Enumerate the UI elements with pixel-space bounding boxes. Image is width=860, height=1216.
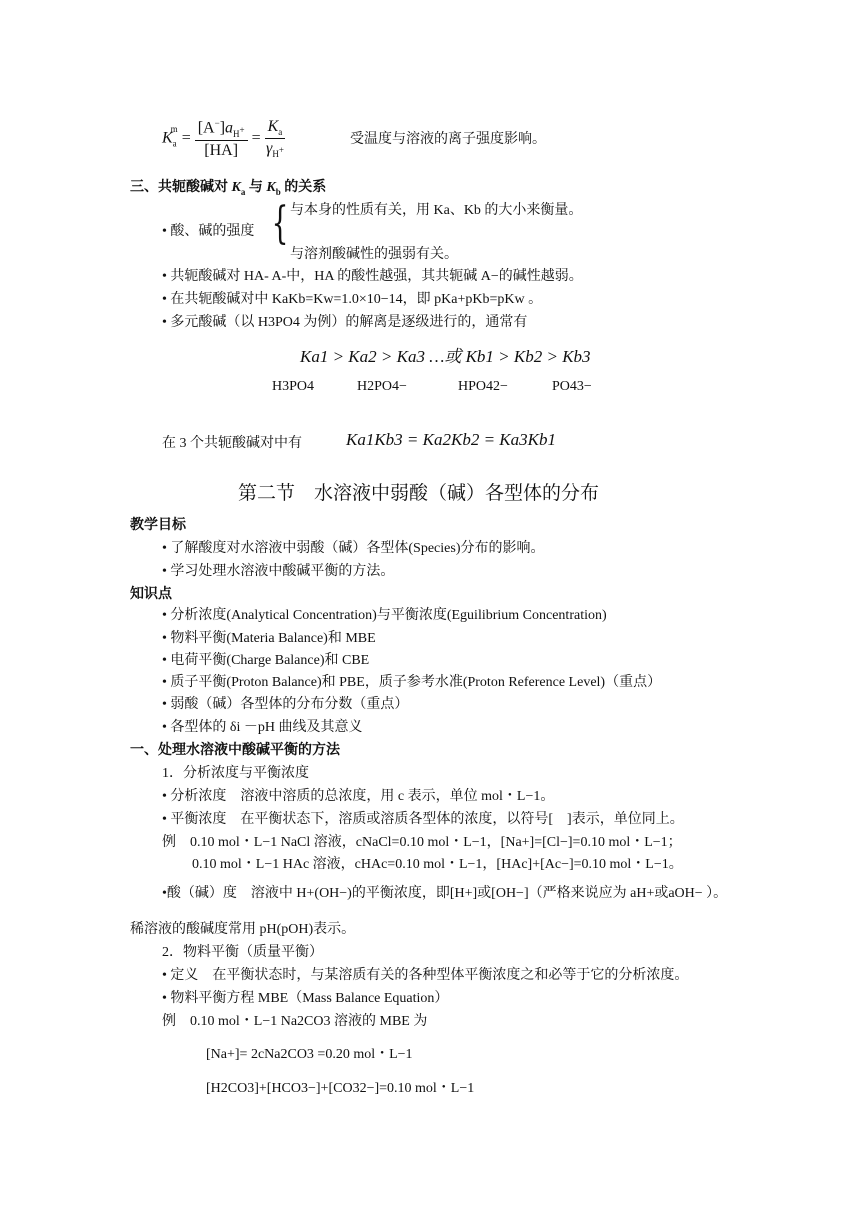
conjugate-line-3: • 多元酸碱（以 H3PO4 为例）的解离是逐级进行的，通常有 [162,315,528,330]
knowledge-item: • 弱酸（碱）各型体的分布分数（重点） [162,697,409,712]
methods-heading: 一、处理水溶液中酸碱平衡的方法 [130,743,340,758]
section-heading-conjugate: 三、共轭酸碱对 $K_a$ 与 $K_b$ 的关系 [130,180,327,197]
dilute-solution-note: 稀溶液的酸碱度常用 pH(pOH)表示。 [130,922,356,937]
strength-b: 与溶剂酸碱性的强弱有关。 [290,247,458,262]
knowledge-item: • 质子平衡(Proton Balance)和 PBE，质子参考水准(Proton Reference Level)（重点） [162,675,662,690]
pairs-formula: Ka1Kb3 = Ka2Kb2 = Ka3Kb1 [346,430,556,449]
mbe-label: • 物料平衡方程 MBE（Mass Balance Equation） [162,991,449,1006]
analytical-concentration: • 分析浓度 溶液中溶质的总浓度，用 c 表示，单位 mol・L−1。 [162,789,555,804]
species-po4: PO43− [552,379,592,394]
equilibrium-concentration: • 平衡浓度 在平衡状态下，溶质或溶质各型体的浓度，以符号[ ]表示，单位同上。 [162,812,684,827]
conjugate-line-1: • 共轭酸碱对 HA- A-中，HA 的酸性越强，其共轭碱 A−的碱性越弱。 [162,269,583,284]
knowledge-item: • 电荷平衡(Charge Balance)和 CBE [162,653,370,668]
species-hpo4: HPO42− [458,379,508,394]
species-h3po4: H3PO4 [272,379,315,394]
method-2-title: 2．物料平衡（质量平衡） [162,945,323,960]
knowledge-item: • 各型体的 δi －pH 曲线及其意义 [162,720,363,735]
inequality-formula: Ka1 > Ka2 > Ka3 …或 Kb1 > Kb2 > Kb3 [300,347,591,366]
knowledge-item: • 分析浓度(Analytical Concentration)与平衡浓度(Eguilibrium Concentration) [162,608,607,623]
goal-item: • 学习处理水溶液中酸碱平衡的方法。 [162,564,395,579]
example-na2co3: 例 0.10 mol・L−1 Na2CO3 溶液的 MBE 为 [162,1014,428,1029]
goal-item: • 了解酸度对水溶液中弱酸（碱）各型体(Species)分布的影响。 [162,541,545,556]
example-hac: 0.10 mol・L−1 HAc 溶液，cHAc=0.10 mol・L−1，[HAc]+[Ac−]=0.10 mol・L−1。 [192,857,683,872]
mbe-equation-2: [H2CO3]+[HCO3−]+[CO32−]=0.10 mol・L−1 [206,1081,475,1096]
knowledge-heading: 知识点 [130,587,172,602]
method-1-title: 1．分析浓度与平衡浓度 [162,766,309,781]
page-title: 第二节 水溶液中弱酸（碱）各型体的分布 [238,482,600,504]
ka-formula: $K_a^m$ = $\frac{[A^-]a_{H^+}}{[HA]}$ = $\frac{K_a}{\gamma_{H^+}}$ [162,118,284,160]
knowledge-item: • 物料平衡(Materia Balance)和 MBE [162,631,376,646]
example-nacl: 例 0.10 mol・L−1 NaCl 溶液，cNaCl=0.10 mol・L−1，[Na+]=[Cl−]=0.10 mol・L−1； [162,835,682,850]
brace: { [271,198,289,249]
acidity-definition: •酸（碱）度 溶液中 H+(OH−)的平衡浓度，即[H+]或[OH−]（严格来说应为 aH+或aOH− ）。 [162,886,728,901]
goals-heading: 教学目标 [130,518,186,533]
species-h2po4: H2PO4− [357,379,407,394]
conjugate-line-2: • 在共轭酸碱对中 KaKb=Kw=1.0×10−14，即 pKa+pKb=pKw 。 [162,292,543,307]
strength-a: 与本身的性质有关，用 Ka、Kb 的大小来衡量。 [290,203,583,218]
formula-note: 受温度与溶液的离子强度影响。 [350,132,546,147]
mass-balance-definition: • 定义 在平衡状态时，与某溶质有关的各种型体平衡浓度之和必等于它的分析浓度。 [162,968,689,983]
mbe-equation-1: [Na+]= 2cNa2CO3 =0.20 mol・L−1 [206,1047,413,1062]
pairs-label: 在 3 个共轭酸碱对中有 [162,436,302,451]
strength-label: • 酸、碱的强度 [162,224,255,239]
